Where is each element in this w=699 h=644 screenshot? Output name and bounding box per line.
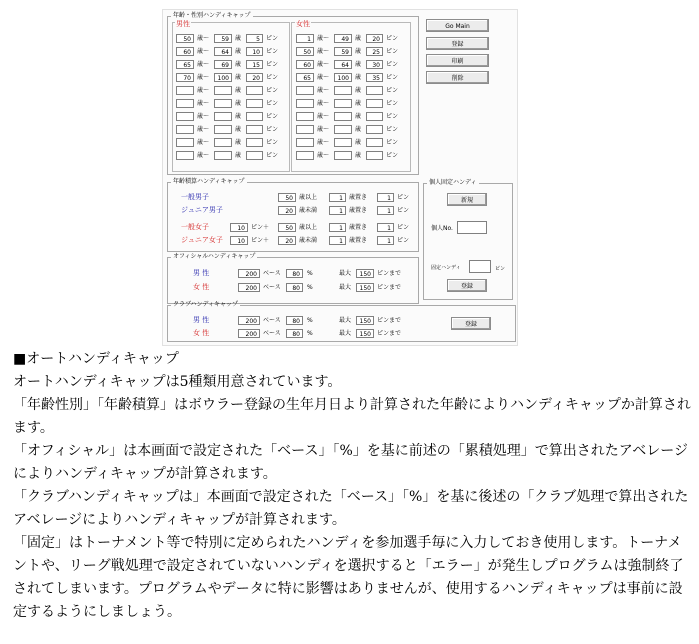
gm-every-label: 歳置き [349,194,368,201]
jm-step-input[interactable]: 1 [329,206,346,215]
gm-age-input[interactable]: 50 [278,193,296,202]
female-row-unit-label: ピン [386,126,399,133]
official-female-percent-input[interactable]: 80 [286,283,303,292]
male-row-sep1-label: 歳〜 [197,48,210,55]
male-row-sep2-label: 歳 [235,48,242,55]
male-row-unit-label: ピン [266,139,279,146]
gm-pin-label: ピン [397,194,410,201]
male-section-label: 男性 [176,20,190,28]
male-row-pin-input[interactable] [246,99,263,108]
female-row-pin-input[interactable] [366,99,383,108]
female-row-sep2-label: 歳 [355,113,362,120]
male-row-from-input[interactable] [176,86,194,95]
male-row-to-input[interactable] [214,86,232,95]
go-main-button[interactable]: Go Main [426,19,489,32]
official-male-percent-input[interactable]: 80 [286,269,303,278]
male-row-unit-label: ピン [266,152,279,159]
club-male-max-input[interactable]: 150 [356,316,374,325]
female-row-pin-input[interactable]: 30 [366,60,383,69]
club-female-max-label: 最大 [339,330,352,337]
age-gender-legend: 年齢・性別ハンディキャップ [173,12,251,19]
female-row-pin-input[interactable]: 35 [366,73,383,82]
male-row-to-input[interactable]: 64 [214,47,232,56]
print-button[interactable]: 印刷 [426,54,489,67]
official-legend: オフィシャルハンディキャップ [173,253,256,260]
male-row-pin-input[interactable]: 20 [246,73,263,82]
male-row-pin-input[interactable]: 5 [246,34,263,43]
club-female-max-input[interactable]: 150 [356,329,374,338]
female-row-sep2-label: 歳 [355,48,362,55]
female-row-sep2-label: 歳 [355,100,362,107]
personal-pin-label: ピン [495,266,506,272]
female-row-unit-label: ピン [386,113,399,120]
male-row-sep1-label: 歳〜 [197,61,210,68]
male-row-to-input[interactable]: 100 [214,73,232,82]
general-female-label: 一般女子 [181,223,209,231]
male-row-pin-input[interactable]: 10 [246,47,263,56]
official-female-max-label: 最大 [339,284,352,291]
club-male-until-label: ピンまで [377,317,402,324]
male-row-unit-label: ピン [266,126,279,133]
female-row-sep1-label: 歳〜 [317,74,330,81]
female-section [291,22,411,172]
junior-male-label: ジュニア男子 [181,206,223,214]
official-female-pct-label: % [307,284,313,291]
male-row-sep2-label: 歳 [235,61,242,68]
jf-every-label: 歳置き [349,237,368,244]
male-row-from-input[interactable] [176,112,194,121]
club-male-label: 男 性 [193,316,210,324]
official-female-max-input[interactable]: 150 [356,283,374,292]
personal-fixed-legend: 個人固定ハンディ [429,179,477,186]
male-row-unit-label: ピン [266,74,279,81]
gf-pin-plus-label: ピン＋ [251,224,270,231]
jf-pin-plus-label: ピン＋ [251,237,270,244]
official-male-label: 男 性 [193,269,210,277]
male-row-to-input[interactable] [214,112,232,121]
official-male-pct-label: % [307,270,313,277]
doc-heading: ■オートハンディキャップ [13,351,179,367]
official-male-max-label: 最大 [339,270,352,277]
doc-paragraph-2: 「年齢性別」「年齢積算」はボウラー登録の生年月日より計算された年齢によりハンディキャップか計算されます。 [13,397,691,436]
female-row-unit-label: ピン [386,152,399,159]
female-row-unit-label: ピン [386,35,399,42]
male-section [172,22,290,172]
general-male-label: 一般男子 [181,193,209,201]
gm-pin-input[interactable]: 1 [377,193,394,202]
official-female-label: 女 性 [193,283,210,291]
female-row-to-input[interactable] [334,86,352,95]
male-row-sep1-label: 歳〜 [197,152,210,159]
personal-register-button[interactable]: 登録 [447,279,487,292]
female-row-from-input[interactable]: 60 [296,60,314,69]
female-row-unit-label: ピン [386,48,399,55]
female-row-pin-input[interactable] [366,112,383,121]
personal-fixed-input[interactable] [469,260,491,273]
female-row-sep1-label: 歳〜 [317,87,330,94]
female-row-unit-label: ピン [386,87,399,94]
register-button[interactable]: 登録 [426,37,489,50]
male-row-unit-label: ピン [266,100,279,107]
female-row-unit-label: ピン [386,100,399,107]
gf-base-input[interactable]: 10 [230,223,248,232]
female-row-sep1-label: 歳〜 [317,113,330,120]
gf-age-over-label: 歳以上 [299,224,318,231]
age-cumulative-legend: 年齢積算ハンディキャップ [173,178,245,185]
jm-pin-input[interactable]: 1 [377,206,394,215]
male-row-to-input[interactable] [214,138,232,147]
jf-age-input[interactable]: 20 [278,236,296,245]
jm-every-label: 歳置き [349,207,368,214]
female-row-sep2-label: 歳 [355,139,362,146]
female-row-to-input[interactable]: 64 [334,60,352,69]
female-row-sep2-label: 歳 [355,74,362,81]
female-row-pin-input[interactable]: 20 [366,34,383,43]
club-female-percent-input[interactable]: 80 [286,329,303,338]
club-female-until-label: ピンまで [377,330,402,337]
male-row-from-input[interactable]: 50 [176,34,194,43]
male-row-unit-label: ピン [266,61,279,68]
male-row-sep2-label: 歳 [235,100,242,107]
female-row-pin-input[interactable] [366,86,383,95]
doc-paragraph-5: 「固定」はトーナメント等で特別に定められたハンディを参加選手毎に入力しておき使用します。トーナメントや、リーグ戦処理で設定されていないハンディを選択すると「エラー」が発生しプログラムは強制終了されてしまいます。プログラムやデータに特に影響はありませんが、使用するハンディキャップは事前に設定するようにしましょう。 [13,535,684,620]
female-row-sep2-label: 歳 [355,152,362,159]
male-row-sep2-label: 歳 [235,87,242,94]
club-male-percent-input[interactable]: 80 [286,316,303,325]
official-male-base-input[interactable]: 200 [238,269,260,278]
female-row-pin-input[interactable]: 25 [366,47,383,56]
jf-base-input[interactable]: 10 [230,236,248,245]
female-row-from-input[interactable]: 50 [296,47,314,56]
doc-paragraph-3: 「オフィシャル」は本画面で設定された「ベース」「%」を基に前述の「累積処理」で算出されたアベレージによりハンディキャップが計算されます。 [13,443,688,482]
male-row-sep2-label: 歳 [235,113,242,120]
personal-no-input[interactable] [457,221,487,234]
male-row-sep1-label: 歳〜 [197,87,210,94]
female-section-label: 女性 [296,20,310,28]
male-row-pin-input[interactable] [246,86,263,95]
female-row-from-input[interactable] [296,138,314,147]
female-row-sep1-label: 歳〜 [317,126,330,133]
club-female-pct-label: % [307,330,313,337]
female-row-sep2-label: 歳 [355,35,362,42]
club-male-base-label: ベース [263,317,281,324]
personal-fixed-label: 固定ハンディ [431,265,461,271]
club-male-base-input[interactable]: 200 [238,316,260,325]
female-row-to-input[interactable] [334,138,352,147]
male-row-pin-input[interactable] [246,112,263,121]
female-row-unit-label: ピン [386,74,399,81]
male-row-to-input[interactable] [214,99,232,108]
female-row-from-input[interactable] [296,151,314,160]
official-male-max-input[interactable]: 150 [356,269,374,278]
male-row-sep2-label: 歳 [235,35,242,42]
jm-age-input[interactable]: 20 [278,206,296,215]
female-row-sep2-label: 歳 [355,61,362,68]
female-row-to-input[interactable] [334,112,352,121]
jf-step-input[interactable]: 1 [329,236,346,245]
female-row-sep1-label: 歳〜 [317,139,330,146]
jf-pin-input[interactable]: 1 [377,236,394,245]
official-female-base-label: ベース [263,284,281,291]
female-row-pin-input[interactable] [366,151,383,160]
female-row-to-input[interactable]: 59 [334,47,352,56]
club-female-label: 女 性 [193,329,210,337]
club-female-base-label: ベース [263,330,281,337]
explanation-text [13,348,693,624]
male-row-sep2-label: 歳 [235,74,242,81]
male-row-from-input[interactable] [176,125,194,134]
gf-pin-input[interactable]: 1 [377,223,394,232]
female-row-to-input[interactable] [334,99,352,108]
female-row-to-input[interactable]: 49 [334,34,352,43]
gf-age-input[interactable]: 50 [278,223,296,232]
female-row-sep2-label: 歳 [355,87,362,94]
official-male-base-label: ベース [263,270,281,277]
male-row-sep2-label: 歳 [235,139,242,146]
male-row-to-input[interactable]: 69 [214,60,232,69]
club-female-base-input[interactable]: 200 [238,329,260,338]
male-row-sep2-label: 歳 [235,152,242,159]
female-row-sep2-label: 歳 [355,126,362,133]
male-row-pin-input[interactable] [246,151,263,160]
male-row-unit-label: ピン [266,113,279,120]
female-row-to-input[interactable]: 100 [334,73,352,82]
official-male-until-label: ピンまで [377,270,402,277]
official-female-until-label: ピンまで [377,284,402,291]
male-row-sep1-label: 歳〜 [197,139,210,146]
male-row-unit-label: ピン [266,48,279,55]
delete-button[interactable]: 削除 [426,71,489,84]
male-row-pin-input[interactable]: 15 [246,60,263,69]
male-row-to-input[interactable]: 59 [214,34,232,43]
male-row-from-input[interactable]: 60 [176,47,194,56]
jf-age-under-label: 歳未満 [299,237,318,244]
male-row-sep2-label: 歳 [235,126,242,133]
male-row-from-input[interactable] [176,151,194,160]
gf-step-input[interactable]: 1 [329,223,346,232]
female-row-from-input[interactable] [296,99,314,108]
male-row-from-input[interactable] [176,99,194,108]
doc-paragraph-4: 「クラブハンディキャップは」本画面で設定された「ベース」「%」を基に後述の「クラブ処理で算出されたアベレージによりハンディキャップが計算されます。 [13,489,689,528]
female-row-unit-label: ピン [386,139,399,146]
doc-paragraph-1: オートハンディキャップは5種類用意されています。 [13,374,342,390]
official-group [167,254,419,304]
female-row-unit-label: ピン [386,61,399,68]
personal-new-button[interactable]: 新規 [447,193,487,206]
male-row-sep1-label: 歳〜 [197,113,210,120]
male-row-unit-label: ピン [266,87,279,94]
female-row-to-input[interactable] [334,125,352,134]
female-row-sep1-label: 歳〜 [317,61,330,68]
junior-female-label: ジュニア女子 [181,236,223,244]
club-register-button[interactable]: 登録 [451,317,491,330]
male-row-sep1-label: 歳〜 [197,74,210,81]
female-row-from-input[interactable] [296,86,314,95]
female-row-pin-input[interactable] [366,125,383,134]
jf-pin-label: ピン [397,237,410,244]
gm-step-input[interactable]: 1 [329,193,346,202]
handicap-settings-panel [162,9,518,346]
female-row-from-input[interactable]: 1 [296,34,314,43]
male-row-unit-label: ピン [266,35,279,42]
male-row-from-input[interactable]: 65 [176,60,194,69]
female-row-from-input[interactable] [296,125,314,134]
male-row-from-input[interactable]: 70 [176,73,194,82]
gf-every-label: 歳置き [349,224,368,231]
female-row-sep1-label: 歳〜 [317,152,330,159]
male-row-sep1-label: 歳〜 [197,35,210,42]
female-row-pin-input[interactable] [366,138,383,147]
club-male-pct-label: % [307,317,313,324]
female-row-from-input[interactable]: 65 [296,73,314,82]
gf-pin-label: ピン [397,224,410,231]
jm-age-under-label: 歳未満 [299,207,318,214]
female-row-sep1-label: 歳〜 [317,35,330,42]
male-row-sep1-label: 歳〜 [197,100,210,107]
male-row-pin-input[interactable] [246,138,263,147]
club-male-max-label: 最大 [339,317,352,324]
gm-age-over-label: 歳以上 [299,194,318,201]
jm-pin-label: ピン [397,207,410,214]
female-row-sep1-label: 歳〜 [317,48,330,55]
male-row-to-input[interactable] [214,125,232,134]
male-row-to-input[interactable] [214,151,232,160]
male-row-from-input[interactable] [176,138,194,147]
female-row-to-input[interactable] [334,151,352,160]
official-female-base-input[interactable]: 200 [238,283,260,292]
club-legend: クラブハンディキャップ [173,301,239,308]
personal-no-label: 個人No. [431,225,453,232]
female-row-sep1-label: 歳〜 [317,100,330,107]
male-row-sep1-label: 歳〜 [197,126,210,133]
female-row-from-input[interactable] [296,112,314,121]
male-row-pin-input[interactable] [246,125,263,134]
